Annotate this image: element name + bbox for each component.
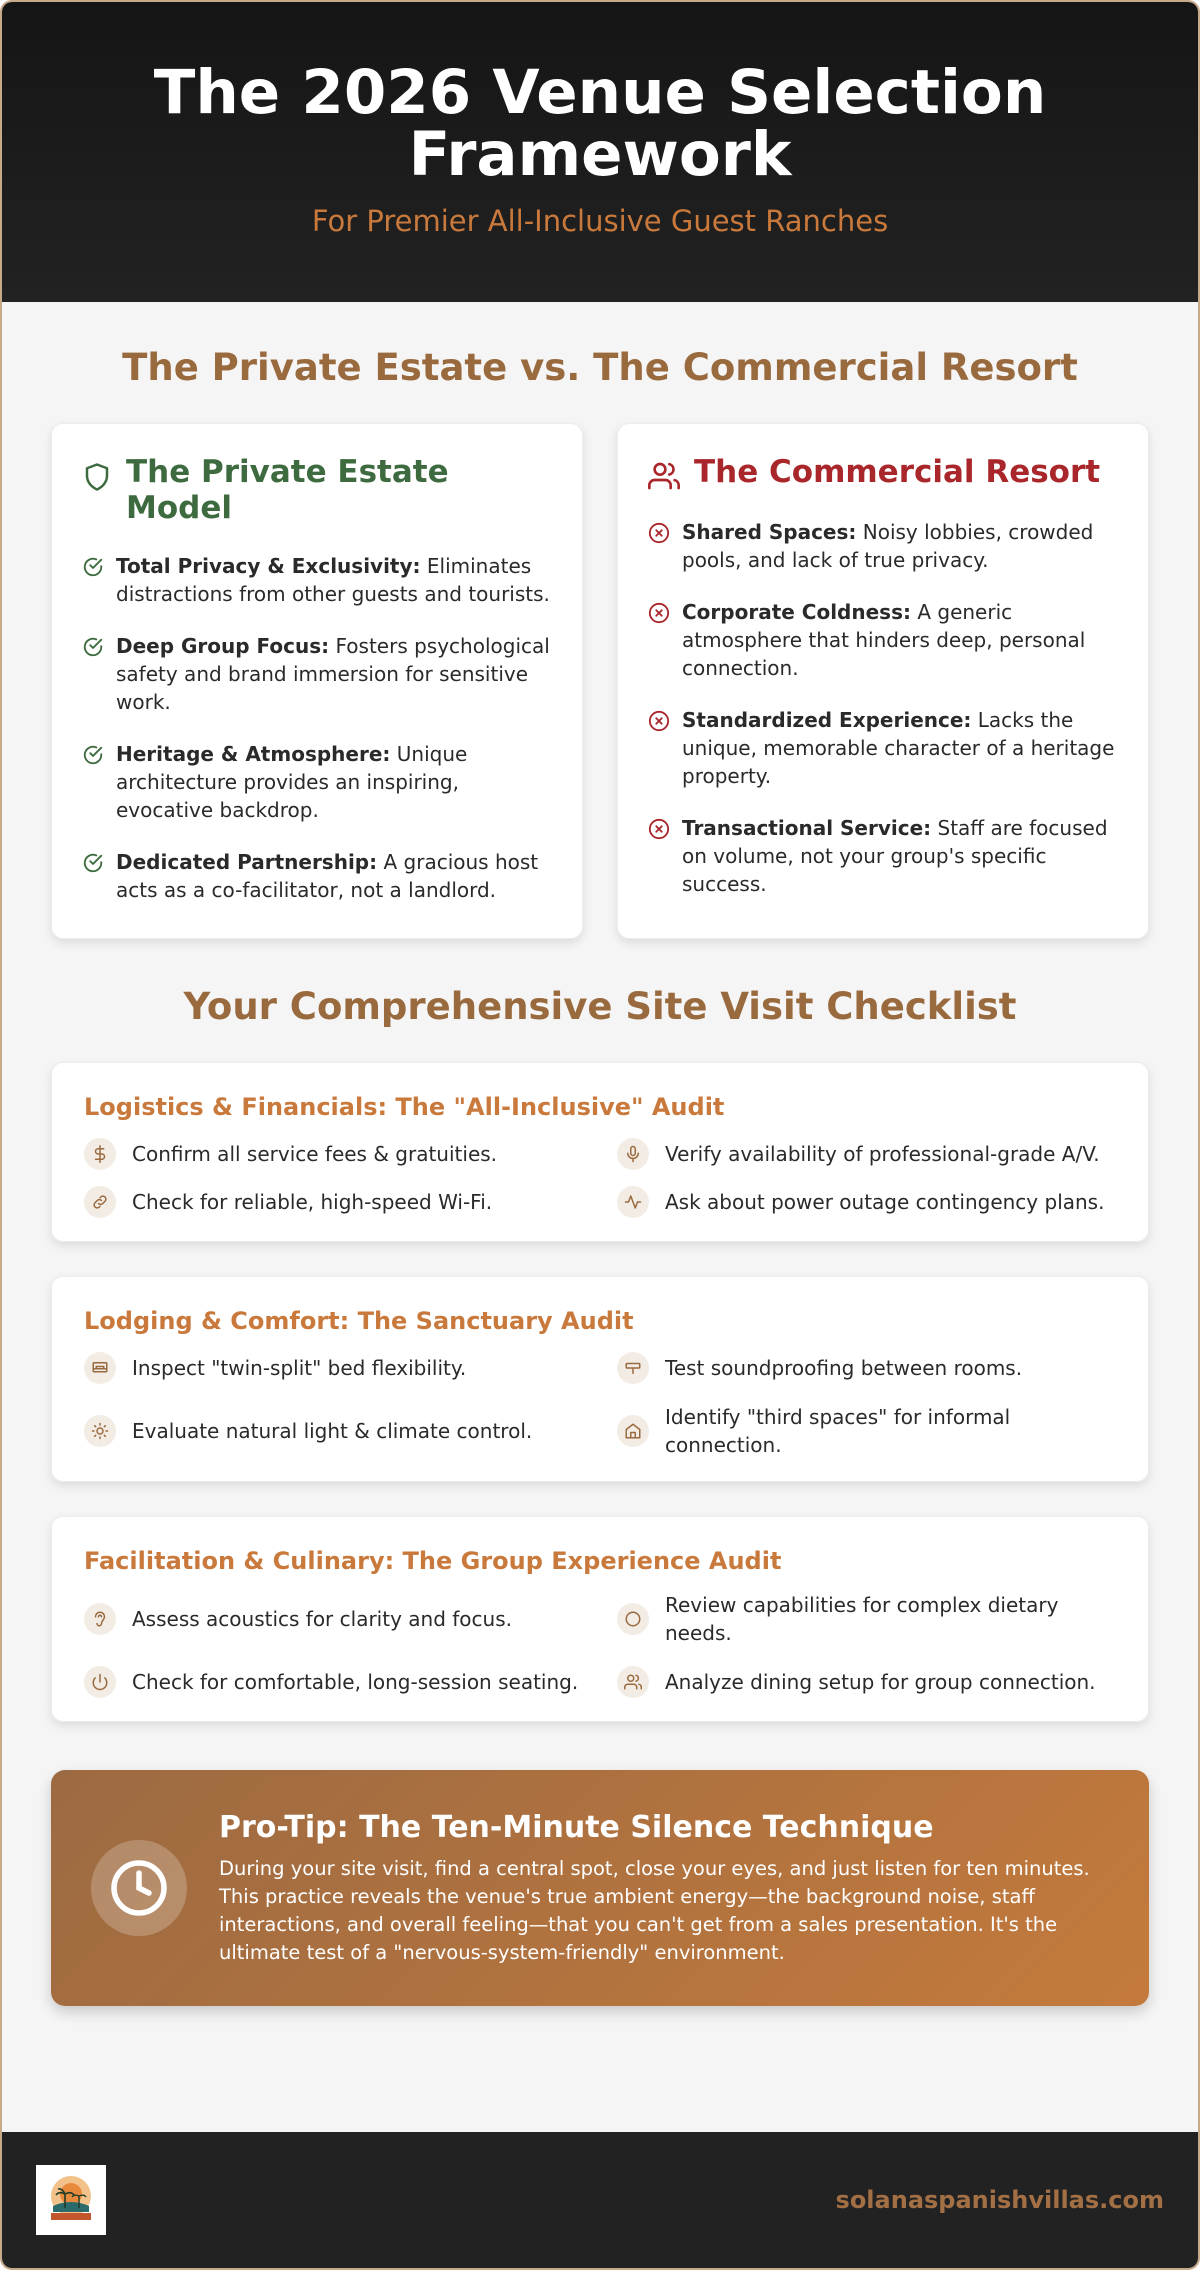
private-estate-card [51, 423, 583, 939]
checklist-item-text: Ask about power outage contingency plans. [665, 1190, 1105, 1214]
hammer-icon [617, 1352, 649, 1384]
ear-icon [84, 1603, 116, 1635]
private-estate-heading: The Private Estate Model [126, 454, 449, 526]
commercial-point [648, 598, 1118, 682]
x-circle-icon [648, 522, 670, 544]
checklist-item-text: Confirm all service fees & gratuities. [132, 1142, 498, 1166]
commercial-point [648, 814, 1118, 898]
home-icon [617, 1415, 649, 1447]
checklist-item [617, 1137, 1116, 1171]
commercial-point-text: Shared Spaces: Noisy lobbies, crowded pools, and lack of true privacy. [682, 520, 1094, 572]
checklist-grid [84, 1351, 1116, 1459]
dollar-icon [84, 1138, 116, 1170]
checklist-item-text: Analyze dining setup for group connection. [665, 1670, 1096, 1694]
checklist-item [617, 1665, 1116, 1699]
checklist-section-title: Facilitation & Culinary: The Group Experience Audit [84, 1547, 782, 1575]
checklist-item [617, 1591, 1116, 1647]
check-circle-icon [82, 852, 104, 874]
pro-tip-callout [51, 1770, 1149, 2006]
page-title: The 2026 Venue Selection Framework [153, 57, 1047, 190]
private-point-text: Heritage & Atmosphere: Unique architecture provides an inspiring, evocative backdrop. [116, 742, 468, 822]
private-point [82, 848, 552, 904]
commercial-point [648, 518, 1118, 574]
users-icon [648, 460, 680, 492]
commercial-resort-heading: The Commercial Resort [694, 454, 1101, 490]
checklist-item-text: Assess acoustics for clarity and focus. [132, 1607, 512, 1631]
checklist-item-text: Evaluate natural light & climate control. [132, 1419, 533, 1443]
sun-icon [84, 1415, 116, 1447]
check-circle-icon [82, 636, 104, 658]
pro-tip-body: During your site visit, find a central spot, close your eyes, and just listen for ten minutes. This practice reveals the venue's true ambient energy—the background noise, staff interactions, and overall feeling—that you can't get from a sales presentation. It's the ultimate test of a "nervous-system-friendly" environment. [219, 1856, 1090, 1964]
commercial-resort-header [648, 454, 1118, 492]
check-circle-icon [82, 556, 104, 578]
microphone-icon [617, 1138, 649, 1170]
commercial-point-text: Corporate Coldness: A generic atmosphere that hinders deep, personal connection. [682, 600, 1086, 680]
checklist-item [84, 1137, 617, 1171]
pro-tip-title: Pro-Tip: The Ten-Minute Silence Technique [219, 1809, 934, 1845]
comparison-section [2, 423, 1198, 939]
check-circle-icon [82, 744, 104, 766]
checklist-item [84, 1351, 617, 1385]
link-icon [84, 1186, 116, 1218]
private-point [82, 740, 552, 824]
bed-icon [84, 1352, 116, 1384]
comparison-title: The Private Estate vs. The Commercial Resort [122, 346, 1078, 389]
commercial-point-text: Standardized Experience: Lacks the unique, memorable character of a heritage property. [682, 708, 1115, 788]
users-icon [617, 1666, 649, 1698]
checklist-item-text: Check for comfortable, long-session seating. [132, 1670, 579, 1694]
private-point [82, 552, 552, 608]
checklist-item [84, 1185, 617, 1219]
footer [2, 2132, 1198, 2268]
checklist-logistics-card [51, 1062, 1149, 1242]
shield-icon [82, 460, 112, 494]
checklist-item [617, 1185, 1116, 1219]
commercial-resort-card [617, 423, 1149, 939]
checklist-item-text: Check for reliable, high-speed Wi-Fi. [132, 1190, 493, 1214]
checklist-item-text: Review capabilities for complex dietary needs. [665, 1593, 1059, 1645]
checklist-section-title: Logistics & Financials: The "All-Inclusive" Audit [84, 1093, 725, 1121]
checklist-lodging-card [51, 1276, 1149, 1482]
website-link[interactable]: solanaspanishvillas.com [835, 2186, 1164, 2214]
checklist-item [84, 1591, 617, 1647]
checklist-item-text: Test soundproofing between rooms. [665, 1356, 1023, 1380]
checklist-item-text: Verify availability of professional-grade A/V. [665, 1142, 1100, 1166]
checklist-item [617, 1403, 1116, 1459]
checklist-title: Your Comprehensive Site Visit Checklist [183, 985, 1017, 1028]
activity-icon [617, 1186, 649, 1218]
private-estate-header [82, 454, 552, 526]
circle-icon [617, 1603, 649, 1635]
private-point [82, 632, 552, 716]
x-circle-icon [648, 710, 670, 732]
commercial-point [648, 706, 1118, 790]
checklist-grid [84, 1591, 1116, 1699]
x-circle-icon [648, 602, 670, 624]
checklist-item [84, 1665, 617, 1699]
private-point-text: Deep Group Focus: Fosters psychological safety and brand immersion for sensitive work. [116, 634, 550, 714]
checklist-facilitation-card [51, 1516, 1149, 1722]
commercial-point-text: Transactional Service: Staff are focused on volume, not your group's specific success. [682, 816, 1108, 896]
checklist-grid [84, 1137, 1116, 1219]
private-point-text: Dedicated Partnership: A gracious host acts as a co-facilitator, not a landlord. [116, 850, 539, 902]
checklist-section-title: Lodging & Comfort: The Sanctuary Audit [84, 1307, 634, 1335]
checklist-item [84, 1403, 617, 1459]
hero-header [2, 2, 1198, 302]
power-icon [84, 1666, 116, 1698]
checklist-item-text: Inspect "twin-split" bed flexibility. [132, 1356, 467, 1380]
x-circle-icon [648, 818, 670, 840]
checklist-item-text: Identify "third spaces" for informal connection. [665, 1405, 1011, 1457]
private-point-text: Total Privacy & Exclusivity: Eliminates distractions from other guests and tourists. [116, 554, 550, 606]
clock-icon [91, 1840, 187, 1936]
brand-logo [36, 2165, 106, 2235]
page-subtitle: For Premier All-Inclusive Guest Ranches [311, 204, 889, 238]
pro-tip-content [219, 1810, 1109, 1967]
checklist-item [617, 1351, 1116, 1385]
